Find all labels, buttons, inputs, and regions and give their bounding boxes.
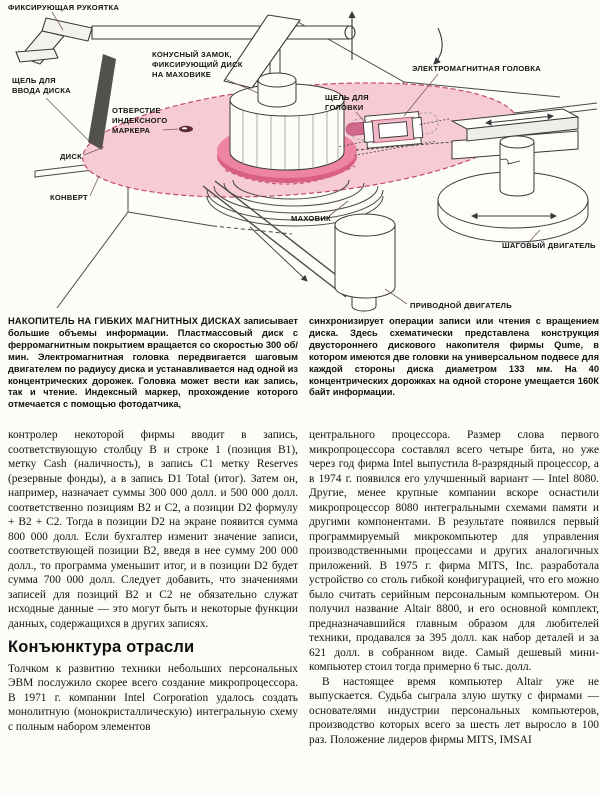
caption-lead: НАКОПИТЕЛЬ НА ГИБКИХ МАГНИТНЫХ ДИСКАХ xyxy=(8,316,241,326)
label-envelope: КОНВЕРТ xyxy=(50,193,88,202)
floppy-drive-diagram xyxy=(0,0,600,315)
drive-motor-shape xyxy=(335,214,395,311)
caption-right-text: синхронизирует операции записи или чтения с вращением диска. Здесь схематически представлена конструкция двустороннего дискового накопителя фирмы Qume, в котором имеются две головки на универсальном подвесе для каждой стороны диска диаметром 133 мм. На 40 концентрических дорожках на одной стороне умещается 160К байт информации. xyxy=(309,316,599,398)
right-column xyxy=(309,316,599,747)
figure-caption-left xyxy=(8,316,298,428)
left-column xyxy=(8,316,298,747)
label-cone-lock-1: КОНУСНЫЙ ЗАМОК, xyxy=(152,50,232,59)
body-right-paragraph-2: В настоящее время компьютер Altair уже не выпускается. Судьба сыграла злую шутку с фирмами — основателями индустрии персональных компьютеров, производство которых всего за шесть лет выросло в 100 раз. Положение лидеров фирмы MITS, IMSAI xyxy=(309,675,599,746)
label-em-head: ЭЛЕКТРОМАГНИТНАЯ ГОЛОВКА xyxy=(412,64,541,73)
body-right-paragraph-1: центрального процессора. Размер слова первого микропроцессора составлял всего четыре бита, но уже через год фирма Intel выпустила 8-разрядный процессор, а в 1974 г. появился его улучшенный вариант — Intel 8080. Другие, менее крупные компании вскоре оснастили микропроцессор 8080 интегральными схемами памяти и другими компонентами. В результате появился первый программируемый микрокомпьютер для управления производственными процессами и других аналогичных приложений. В 1975 г. фирма MITS, Inc. разработала устройство со столь гибкой конфигурацией, что его можно было считать серийным персональным компьютером. Он получил название Altair 8800, и его основной комплект, предназначавшийся главным образом для любителей техники, продавался за 395 долл. как набор деталей и за 621 долл. в собранном виде. Самый дешевый мини-компьютер стоил тогда примерно 6 тыс. долл. xyxy=(309,429,599,673)
index-hole-shape xyxy=(179,126,193,132)
label-head-slot-1: ЩЕЛЬ ДЛЯ xyxy=(325,93,369,102)
label-index-hole-3: МАРКЕРА xyxy=(112,126,151,135)
label-head-slot-2: ГОЛОВКИ xyxy=(325,103,364,112)
label-index-hole-1: ОТВЕРСТИЕ xyxy=(112,106,161,115)
figure-caption-right xyxy=(309,316,599,428)
section-heading: Конъюнктура отрасли xyxy=(8,638,195,656)
label-stepper-motor: ШАГОВЫЙ ДВИГАТЕЛЬ xyxy=(502,241,596,250)
body-left-paragraph-2: Толчком к развитию техники небольших персональных ЭВМ послужило скорее всего создание микропроцессора. В 1971 г. компании Intel Corporation удалось создать монолитную (монокристаллическую) интегральную схему с полным набором элементов xyxy=(8,662,298,733)
label-disk-slot-1: ЩЕЛЬ ДЛЯ xyxy=(12,76,56,85)
body-left-paragraph-1: контролер некоторой фирмы вводит в запись, соответствующую столбцу B и строке 1 (позиция B1), метку Cash (наличность), в запись C1 метку Reserves (резервные фонды), а в запись D1 Total (итог). Затем он, например, назначает суммы 300 000 долл. и 500 000 долл. соответственно позициям B2 и C2, а позиции D2 формулу + B2 + C2. Тогда в позиции D2 на экране появится сумма 800 000 долл. Если бухгалтер изменит значение записи, соответствующей позиции B2, введя в нее сумму 200 000 долл., то программа уменьшит итог, и в позиции D2 будет сумма 700 000 долл. Следует добавить, что значениями записей для позиций B2 и C2 не обязательно служат исходные данные — это могут быть и некоторые функции данных, содержащихся в других записях. xyxy=(8,429,298,630)
caption-left-text: записывает большие объемы информации. Пластмассовый диск с ферромагнитным покрытием вращается со скоростью 300 об/мин. Электромагнитная головка передвигается шаговым двигателем по радиусу диска и устанавливается над одной из концентрических дорожек. Головка может вести как запись, так и чтение. Индексный маркер, прохождение которого отмечается с помощью фотодатчика, xyxy=(8,316,298,410)
body-left xyxy=(8,428,298,734)
label-disk-slot-2: ВВОДА ДИСКА xyxy=(12,86,71,95)
body-right xyxy=(309,428,599,747)
label-drive-motor: ПРИВОДНОЙ ДВИГАТЕЛЬ xyxy=(410,301,512,310)
label-disk: ДИСК xyxy=(60,152,82,161)
page-text-columns xyxy=(8,316,600,747)
label-index-hole-2: ИНДЕКСНОГО xyxy=(112,116,168,125)
label-fixing-handle: ФИКСИРУЮЩАЯ РУКОЯТКА xyxy=(8,3,120,12)
label-cone-lock-3: НА МАХОВИКЕ xyxy=(152,70,212,79)
lead-screw-shape xyxy=(500,136,534,196)
label-flywheel: МАХОВИК xyxy=(291,214,331,223)
label-cone-lock-2: ФИКСИРУЮЩИЙ ДИСК xyxy=(152,60,243,69)
